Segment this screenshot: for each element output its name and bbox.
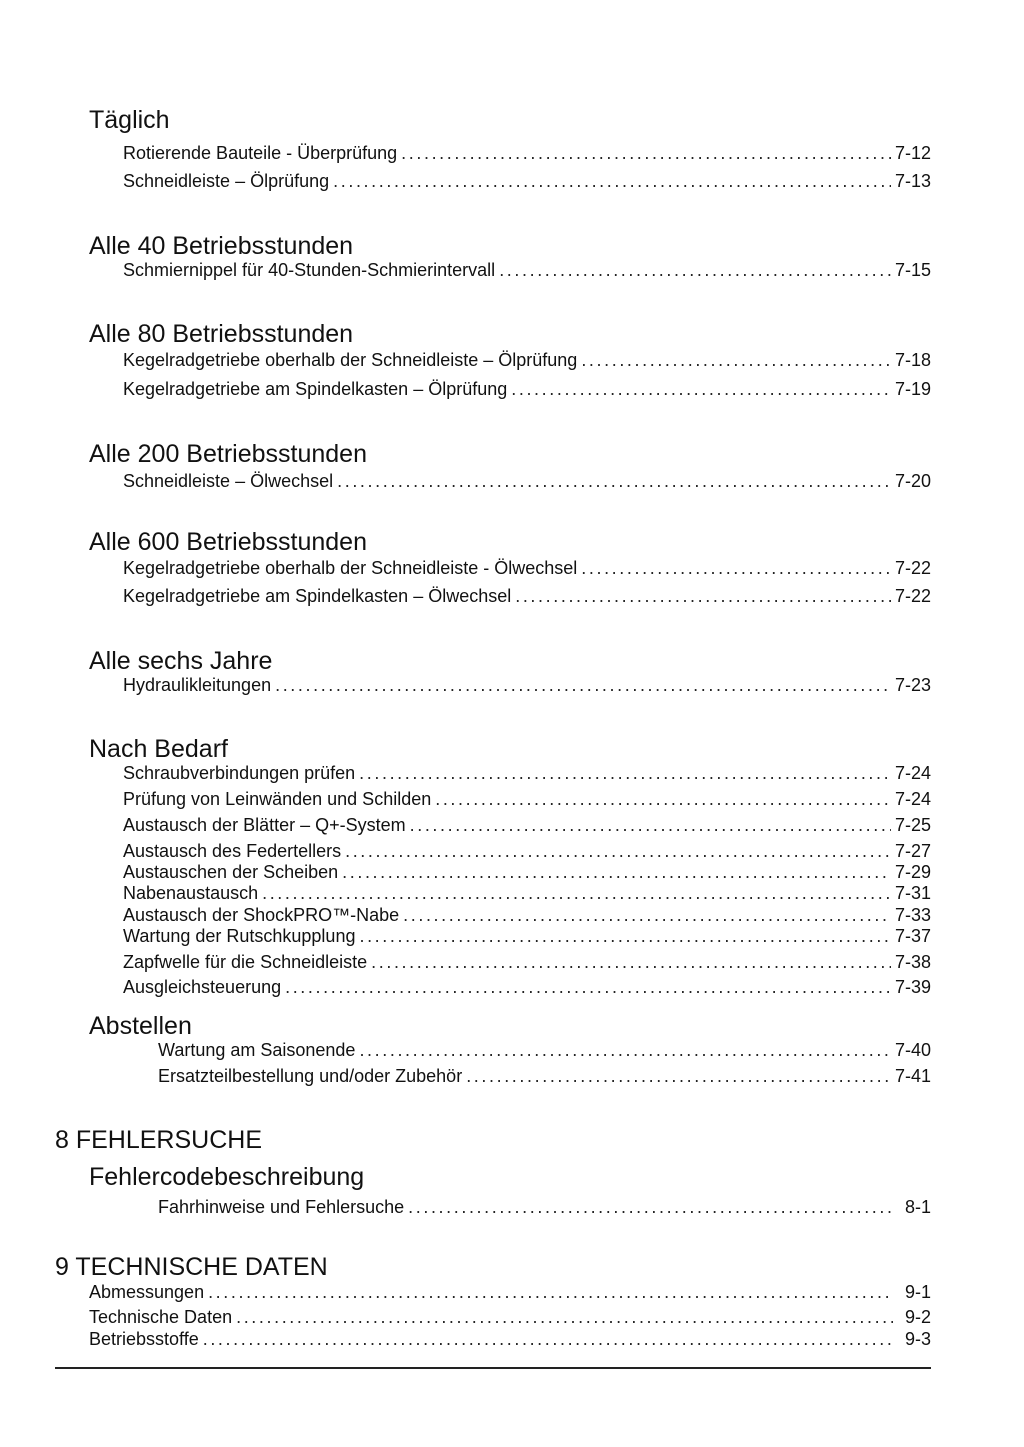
entry-page: 7-25: [894, 815, 931, 835]
entry-title: Kegelradgetriebe oberhalb der Schneidleiste - Ölwechsel: [123, 558, 578, 578]
entry-title: Austauschen der Scheiben: [123, 862, 339, 882]
section-heading-200h: Alle 200 Betriebsstunden: [89, 440, 367, 468]
entry-title: Hydraulikleitungen: [123, 675, 272, 695]
entry-title: Austausch der ShockPRO™-Nabe: [123, 905, 400, 925]
entry-page: 7-13: [894, 171, 931, 191]
entry-title: Kegelradgetriebe am Spindelkasten – Ölprüfung: [123, 379, 508, 399]
toc-entry[interactable]: [123, 587, 931, 605]
entry-title: Prüfung von Leinwänden und Schilden: [123, 789, 432, 809]
entry-title: Nabenaustausch: [123, 883, 259, 903]
toc-entry[interactable]: [123, 927, 931, 945]
leader-dots: [275, 676, 891, 694]
leader-dots: [342, 863, 891, 881]
entry-title: Abmessungen: [89, 1282, 205, 1302]
entry-title: Austausch der Blätter – Q+-System: [123, 815, 406, 835]
entry-page: 9-2: [904, 1307, 931, 1327]
toc-entry[interactable]: [158, 1067, 931, 1085]
leader-dots: [285, 978, 891, 996]
entry-title: Ausgleichsteuerung: [123, 977, 282, 997]
entry-page: 8-1: [904, 1197, 931, 1217]
toc-entry[interactable]: [89, 1308, 931, 1326]
entry-page: 7-24: [894, 763, 931, 783]
toc-entry[interactable]: [123, 764, 931, 782]
entry-page: 7-23: [894, 675, 931, 695]
leader-dots: [511, 380, 891, 398]
bottom-rule: [55, 1367, 931, 1369]
entry-page: 7-41: [894, 1066, 931, 1086]
toc-entry[interactable]: [123, 816, 931, 834]
entry-title: Schraubverbindungen prüfen: [123, 763, 356, 783]
leader-dots: [203, 1330, 893, 1348]
toc-entry[interactable]: [123, 559, 931, 577]
entry-page: 7-19: [894, 379, 931, 399]
section-heading-40h: Alle 40 Betriebsstunden: [89, 232, 354, 260]
toc-entry[interactable]: [123, 380, 931, 398]
leader-dots: [410, 816, 891, 834]
entry-title: Betriebsstoffe: [89, 1329, 199, 1349]
toc-entry[interactable]: [123, 790, 931, 808]
entry-page: 7-20: [894, 471, 931, 491]
toc-entry[interactable]: [123, 144, 931, 162]
entry-title: Fahrhinweise und Fehlersuche: [158, 1197, 405, 1217]
toc-entry[interactable]: [123, 884, 931, 902]
leader-dots: [371, 953, 891, 971]
entry-page: 7-22: [894, 586, 931, 606]
chapter-heading-9: 9 TECHNISCHE DATEN: [55, 1253, 328, 1281]
toc-entry[interactable]: [158, 1041, 931, 1059]
entry-title: Wartung der Rutschkupplung: [123, 926, 356, 946]
entry-title: Wartung am Saisonende: [158, 1040, 356, 1060]
leader-dots: [236, 1308, 893, 1326]
entry-page: 7-24: [894, 789, 931, 809]
toc-entry[interactable]: [123, 472, 931, 490]
entry-page: 7-31: [894, 883, 931, 903]
toc-entry[interactable]: [123, 863, 931, 881]
leader-dots: [345, 842, 891, 860]
toc-entry[interactable]: [158, 1198, 931, 1216]
entry-page: 7-12: [894, 143, 931, 163]
section-heading-80h: Alle 80 Betriebsstunden: [89, 320, 354, 348]
leader-dots: [466, 1067, 891, 1085]
leader-dots: [333, 172, 891, 190]
entry-page: 9-3: [904, 1329, 931, 1349]
leader-dots: [581, 351, 891, 369]
toc-entry[interactable]: [89, 1330, 931, 1348]
entry-page: 7-33: [894, 905, 931, 925]
leader-dots: [359, 927, 891, 945]
section-heading-600h: Alle 600 Betriebsstunden: [89, 528, 367, 556]
leader-dots: [262, 884, 891, 902]
leader-dots: [435, 790, 891, 808]
toc-entry[interactable]: [123, 906, 931, 924]
leader-dots: [499, 261, 891, 279]
toc-entry[interactable]: [123, 953, 931, 971]
entry-title: Austausch des Federtellers: [123, 841, 342, 861]
entry-page: 7-38: [894, 952, 931, 972]
leader-dots: [337, 472, 891, 490]
leader-dots: [208, 1283, 893, 1301]
entry-page: 7-18: [894, 350, 931, 370]
toc-entry[interactable]: [123, 351, 931, 369]
leader-dots: [401, 144, 891, 162]
chapter-heading-8: 8 FEHLERSUCHE: [55, 1126, 262, 1154]
section-heading-error-codes: Fehlercodebeschreibung: [89, 1163, 365, 1191]
entry-title: Kegelradgetriebe am Spindelkasten – Ölwechsel: [123, 586, 512, 606]
entry-title: Rotierende Bauteile - Überprüfung: [123, 143, 398, 163]
entry-title: Schneidleiste – Ölwechsel: [123, 471, 334, 491]
entry-page: 7-29: [894, 862, 931, 882]
entry-page: 9-1: [904, 1282, 931, 1302]
leader-dots: [581, 559, 891, 577]
entry-title: Technische Daten: [89, 1307, 233, 1327]
section-heading-as-needed: Nach Bedarf: [89, 735, 228, 763]
entry-page: 7-40: [894, 1040, 931, 1060]
entry-title: Schneidleiste – Ölprüfung: [123, 171, 330, 191]
section-heading-storage: Abstellen: [89, 1012, 192, 1040]
toc-entry[interactable]: [89, 1283, 931, 1301]
toc-entry[interactable]: [123, 978, 931, 996]
entry-page: 7-39: [894, 977, 931, 997]
toc-entry[interactable]: [123, 676, 931, 694]
leader-dots: [515, 587, 891, 605]
entry-page: 7-27: [894, 841, 931, 861]
leader-dots: [359, 764, 891, 782]
entry-page: 7-15: [894, 260, 931, 280]
entry-page: 7-22: [894, 558, 931, 578]
entry-title: Kegelradgetriebe oberhalb der Schneidleiste – Ölprüfung: [123, 350, 578, 370]
entry-title: Zapfwelle für die Schneidleiste: [123, 952, 368, 972]
section-heading-six-years: Alle sechs Jahre: [89, 647, 273, 675]
leader-dots: [359, 1041, 891, 1059]
toc-entry[interactable]: [123, 172, 931, 190]
toc-entry[interactable]: [123, 261, 931, 279]
section-heading-daily: Täglich: [89, 106, 170, 134]
leader-dots: [408, 1198, 893, 1216]
entry-title: Ersatzteilbestellung und/oder Zubehör: [158, 1066, 463, 1086]
toc-entry[interactable]: [123, 842, 931, 860]
entry-title: Schmiernippel für 40-Stunden-Schmierintervall: [123, 260, 496, 280]
leader-dots: [403, 906, 891, 924]
entry-page: 7-37: [894, 926, 931, 946]
